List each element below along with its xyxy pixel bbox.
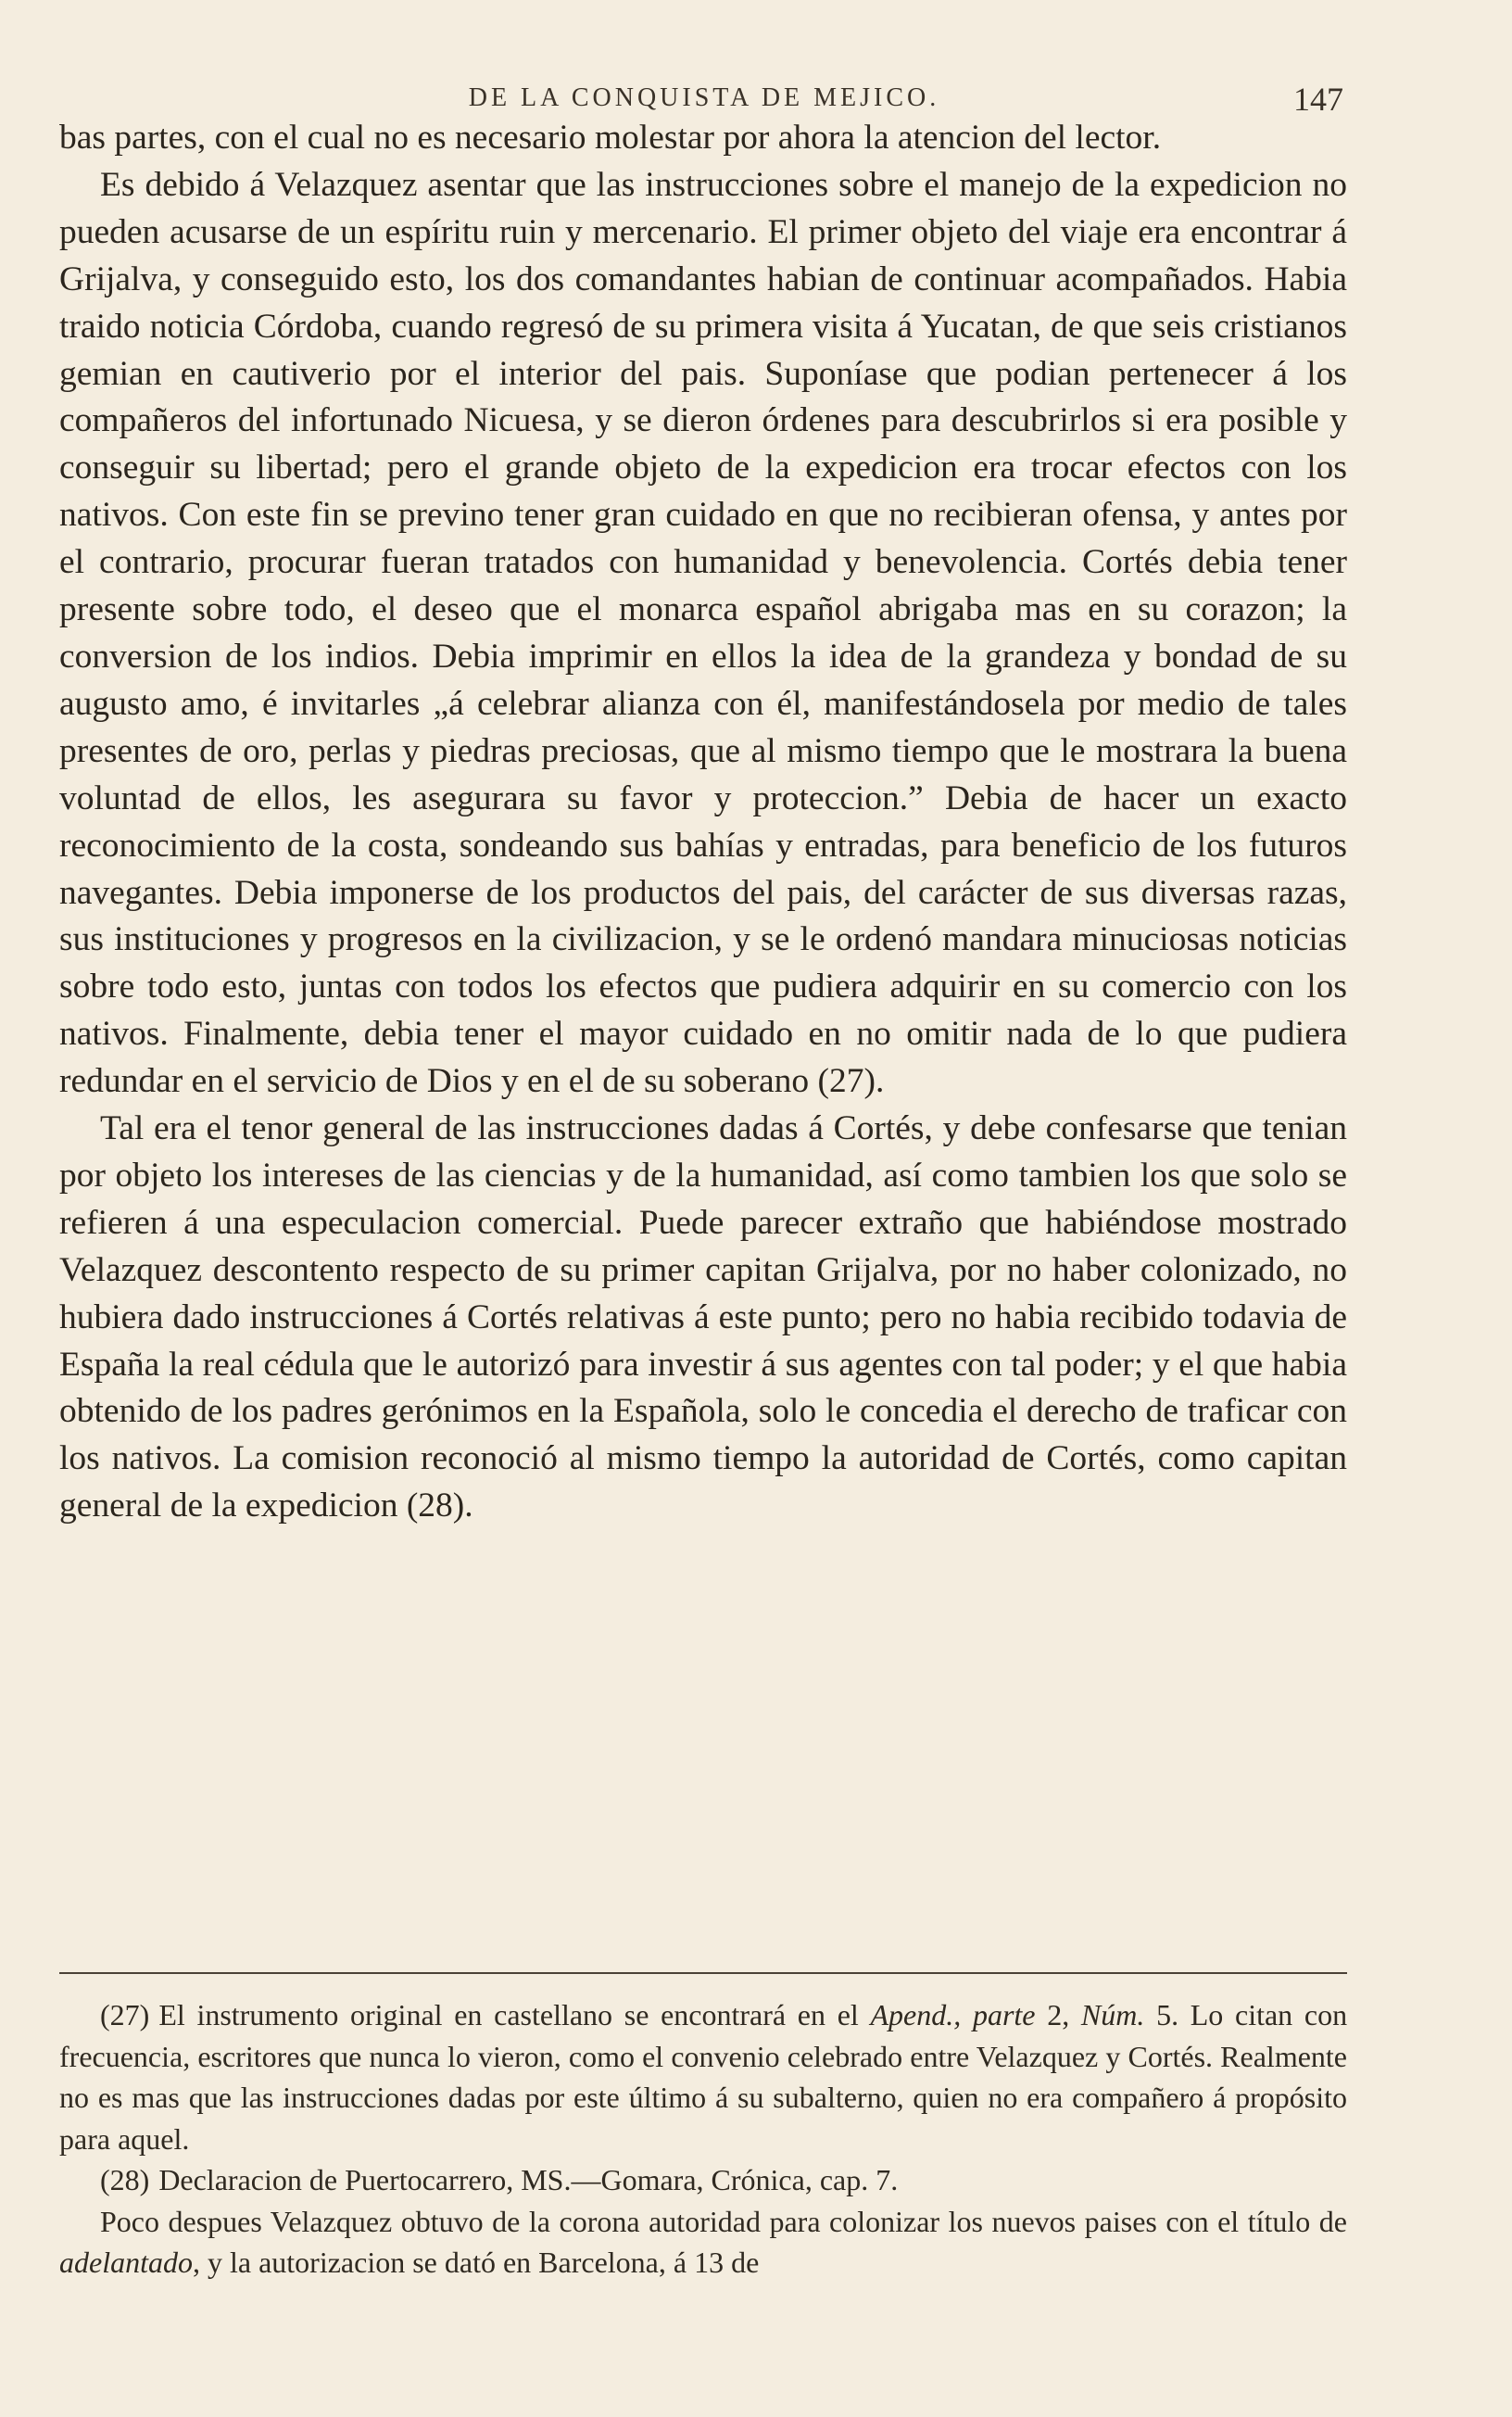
footnote-28-cont-a: Poco despues Velazquez obtuvo de la corona autoridad para colonizar los nuevos paises con el título de [100, 2204, 1347, 2238]
footnote-27 [59, 1994, 1347, 2159]
footnote-27-ref-apend: Apend., parte [870, 1998, 1036, 2031]
footnote-28-cont-em: adelantado [59, 2246, 193, 2279]
footnote-28-text: Declaracion de Puertocarrero, MS.—Gomara, Crónica, cap. 7. [158, 2163, 899, 2196]
footnote-28-continuation [59, 2201, 1347, 2284]
footnote-27-text-a: El instrumento original en castellano se encontrará en el [158, 1998, 859, 2031]
footnote-27-ref-num: Núm. [1080, 1998, 1145, 2031]
page-number: 147 [1293, 81, 1343, 118]
running-title: DE LA CONQUISTA DE MEJICO. [468, 83, 940, 112]
footnotes [59, 1994, 1347, 2284]
footnote-28-number: (28) [100, 2163, 150, 2196]
paragraph-continuation: bas partes, con el cual no es necesario molestar por ahora la atencion del lector. [59, 119, 1162, 157]
footnote-27-text-b: 2, [1047, 1998, 1070, 2031]
footnote-28 [59, 2159, 1347, 2201]
footnote-27-number: (27) [100, 1998, 150, 2031]
footnote-28-cont-b: , y la autorizacion se dató en Barcelona, á 13 de [192, 2246, 760, 2279]
footnote-rule [59, 1972, 1347, 1974]
footnote-27-text-c: 5. Lo citan con frecuencia, escritores que nunca lo vieron, como el convenio celebrado entre Velazquez y Cortés. Realmente no es mas que las instrucciones dadas por este último á su subalterno, quien no era compañero á propósito para aquel. [59, 1998, 1348, 2156]
paragraph-instructions: Es debido á Velazquez asentar que las instrucciones sobre el manejo de la expedicion no pueden acusarse de un espíritu ruin y mercenario. El primer objeto del viaje era encontrar á Grijalva, y conseguido esto, los dos comandantes habian de continuar acompañados. Habia traido noticia Córdoba, cuando regresó de su primera visita á Yucatan, de que seis cristianos gemian en cautiverio por el interior del pais. Suponíase que podian pertenecer á los compañeros del infortunado Nicuesa, y se dieron órdenes para descubrirlos si era posible y conseguir su libertad; pero el grande objeto de la expedicion era trocar efectos con los nativos. Con este fin se previno tener gran cuidado en que no recibieran ofensa, y antes por el contrario, procurar fueran tratados con humanidad y benevolencia. Cortés debia tener presente sobre todo, el deseo que el monarca español abrigaba mas en su corazon; la conversion de los indios. Debia imprimir en ellos la idea de la grandeza y bondad de su augusto amo, é invitarles „á celebrar alianza con él, manifestándosela por medio de tales presentes de oro, perlas y piedras preciosas, que al mismo tiempo que le mostrara la buena voluntad de ellos, les asegurara su favor y proteccion.” Debia de hacer un exacto reconocimiento de la costa, sondeando sus bahías y entradas, para beneficio de los futuros navegantes. Debia imponerse de los productos del pais, del carácter de sus diversas razas, sus instituciones y progresos en la civilizacion, y se le ordenó mandara minuciosas noticias sobre todo esto, juntas con todos los efectos que pudiera adquirir en su comercio con los nativos. Finalmente, debia tener el mayor cuidado en no omitir nada de lo que pudiera redundar en el servicio de Dios y en el de su soberano (27). [59, 165, 1347, 1101]
main-text [59, 115, 1347, 1530]
paragraph-tenor: Tal era el tenor general de las instrucciones dadas á Cortés, y debe confesarse que tenian por objeto los intereses de las ciencias y de la humanidad, así como tambien los que solo se refieren á una especulacion comercial. Puede parecer extraño que habiéndose mostrado Velazquez descontento respecto de su primer capitan Grijalva, por no haber colonizado, no hubiera dado instrucciones á Cortés relativas á este punto; pero no habia recibido todavia de España la real cédula que le autorizó para investir á sus agentes con tal poder; y el que habia obtenido de los padres gerónimos en la Española, solo le concedia el derecho de traficar con los nativos. La comision reconoció al mismo tiempo la autoridad de Cortés, como capitan general de la expedicion (28). [59, 1109, 1347, 1525]
